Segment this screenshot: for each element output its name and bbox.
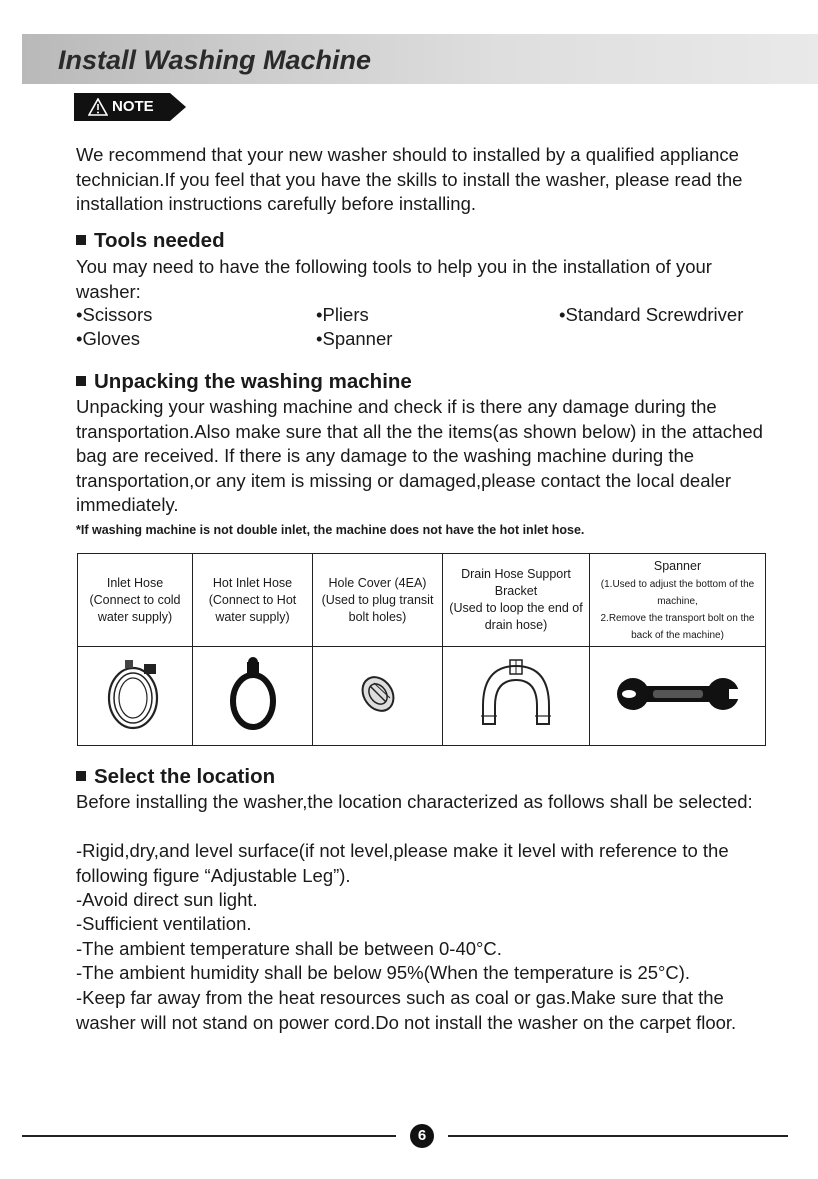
part-label-cell: Hot Inlet Hose (Connect to Hot water supply) xyxy=(193,554,313,647)
tool-item: •Scissors xyxy=(76,304,153,325)
part-label-cell: Spanner (1.Used to adjust the bottom of the machine, 2.Remove the transport bolt on the back of the machine) xyxy=(590,554,766,647)
tool-item: •Standard Screwdriver xyxy=(559,304,744,325)
location-line: -Rigid,dry,and level surface(if not level,please make it level with reference to the following figure “Adjustable Leg”). xyxy=(76,840,729,886)
location-line: -The ambient temperature shall be between 0-40°C. xyxy=(76,938,502,959)
footer-divider xyxy=(448,1135,788,1137)
page-title: Install Washing Machine xyxy=(58,45,372,75)
tool-item: •Spanner xyxy=(316,328,393,349)
unpacking-heading: Unpacking the washing machine xyxy=(76,370,412,394)
warning-triangle-icon xyxy=(88,98,108,116)
inlet-hose-icon xyxy=(100,654,170,734)
drain-hose-bracket-icon xyxy=(471,654,561,734)
part-image-cell xyxy=(443,647,590,746)
footer-divider xyxy=(22,1135,396,1137)
square-bullet-icon xyxy=(76,376,86,386)
location-line: Before installing the washer,the location characterized as follows shall be selected: xyxy=(76,791,753,812)
part-label-cell: Hole Cover (4EA) (Used to plug transit bolt holes) xyxy=(313,554,443,647)
note-label: NOTE xyxy=(112,98,154,115)
page-number: 6 xyxy=(410,1124,434,1148)
part-image-cell xyxy=(590,647,766,746)
tools-text: You may need to have the following tools to help you in the installation of your washer: xyxy=(76,256,712,302)
tools-heading: Tools needed xyxy=(76,229,225,253)
tool-item: •Gloves xyxy=(76,328,141,349)
parts-table xyxy=(77,553,766,746)
location-line: -The ambient humidity shall be below 95%(When the temperature is 25°C). xyxy=(76,962,691,983)
location-heading: Select the location xyxy=(76,765,275,789)
intro-paragraph: We recommend that your new washer should to installed by a qualified appliance technician.If you feel that you have the skills to install the washer, please read the installation instructions carefully before installing. xyxy=(76,144,743,214)
part-image-cell xyxy=(193,647,313,746)
hole-cover-icon xyxy=(348,664,408,724)
tool-item: •Pliers xyxy=(316,304,369,325)
part-image-cell xyxy=(78,647,193,746)
square-bullet-icon xyxy=(76,771,86,781)
hot-inlet-hose-icon xyxy=(218,654,288,734)
spanner-icon xyxy=(613,669,743,719)
location-line: -Keep far away from the heat resources such as coal or gas.Make sure that the washer will not stand on power cord.Do not install the washer on the carpet floor. xyxy=(76,987,737,1033)
part-label-cell: Drain Hose Support Bracket (Used to loop the end of drain hose) xyxy=(443,554,590,647)
location-line: -Sufficient ventilation. xyxy=(76,913,252,934)
location-line: -Avoid direct sun light. xyxy=(76,889,258,910)
square-bullet-icon xyxy=(76,235,86,245)
part-label-cell: Inlet Hose (Connect to cold water supply) xyxy=(78,554,193,647)
part-image-cell xyxy=(313,647,443,746)
hot-hose-footnote: *If washing machine is not double inlet, the machine does not have the hot inlet hose. xyxy=(76,523,585,537)
unpacking-text: Unpacking your washing machine and check if is there any damage during the transportation.Also make sure that all the the items(as shown below) in the attached bag are received. If there is any damage to the washing machine during the transportation,or any item is missing or damaged,please contact the local dealer immediately. xyxy=(76,396,763,515)
